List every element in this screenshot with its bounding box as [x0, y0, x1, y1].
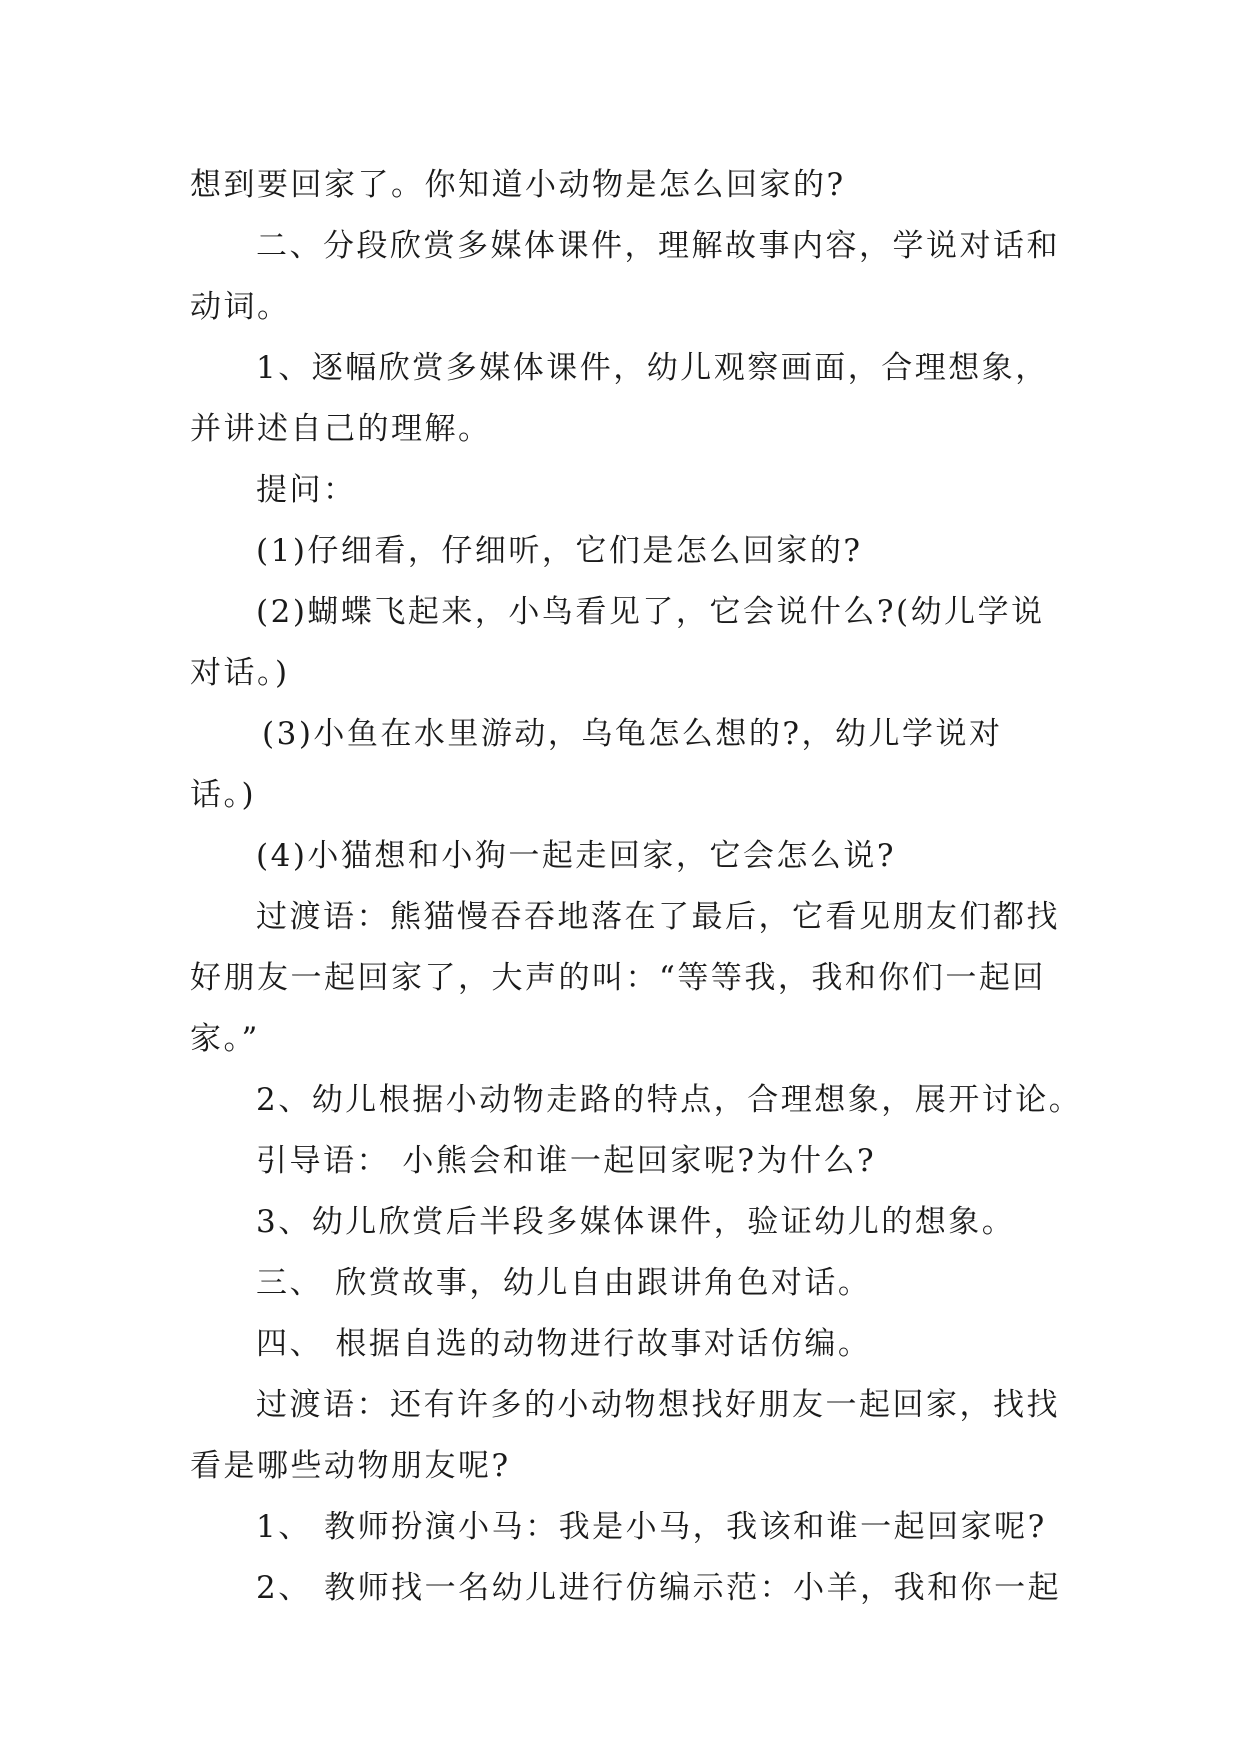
question-label: 提问：: [256, 472, 357, 508]
text-line: 话。): [190, 777, 257, 813]
question-item: (4)小猫想和小狗一起走回家，它会怎么说?: [256, 838, 897, 874]
text-line: 对话。): [190, 655, 290, 691]
text-line: 家。”: [190, 1021, 260, 1057]
step-item: 1、 教师扮演小马：我是小马，我该和谁一起回家呢?: [256, 1509, 1047, 1545]
text-line: 动词。: [190, 289, 291, 325]
step-item: 2、 教师找一名幼儿进行仿编示范：小羊，我和你一起: [256, 1570, 1062, 1606]
transition-text: 过渡语：还有许多的小动物想找好朋友一起回家，找找: [256, 1387, 1060, 1423]
step-item: 1、逐幅欣赏多媒体课件，幼儿观察画面，合理想象，: [256, 350, 1049, 386]
question-item: (3)小鱼在水里游动，乌龟怎么想的?，幼儿学说对: [262, 716, 1003, 752]
text-line: 想到要回家了。你知道小动物是怎么回家的?: [190, 167, 846, 203]
text-line: 看是哪些动物朋友呢?: [190, 1448, 511, 1484]
document-body: [190, 155, 1090, 1619]
section-heading: 三、 欣赏故事，幼儿自由跟讲角色对话。: [256, 1265, 872, 1301]
step-item: 2、幼儿根据小动物走路的特点，合理想象，展开讨论。: [256, 1082, 1083, 1118]
section-heading: 二、分段欣赏多媒体课件，理解故事内容，学说对话和: [256, 228, 1060, 264]
text-line: 并讲述自己的理解。: [190, 411, 492, 447]
guide-text: 引导语： 小熊会和谁一起回家呢?为什么?: [256, 1143, 877, 1179]
text-line: 好朋友一起回家了，大声的叫：“等等我，我和你们一起回: [190, 960, 1046, 996]
question-item: (1)仔细看，仔细听，它们是怎么回家的?: [256, 533, 863, 569]
step-item: 3、幼儿欣赏后半段多媒体课件，验证幼儿的想象。: [256, 1204, 1016, 1240]
section-heading: 四、 根据自选的动物进行故事对话仿编。: [256, 1326, 872, 1362]
question-item: (2)蝴蝶飞起来，小鸟看见了，它会说什么?(幼儿学说: [256, 594, 1045, 630]
transition-text: 过渡语：熊猫慢吞吞地落在了最后，它看见朋友们都找: [256, 899, 1060, 935]
